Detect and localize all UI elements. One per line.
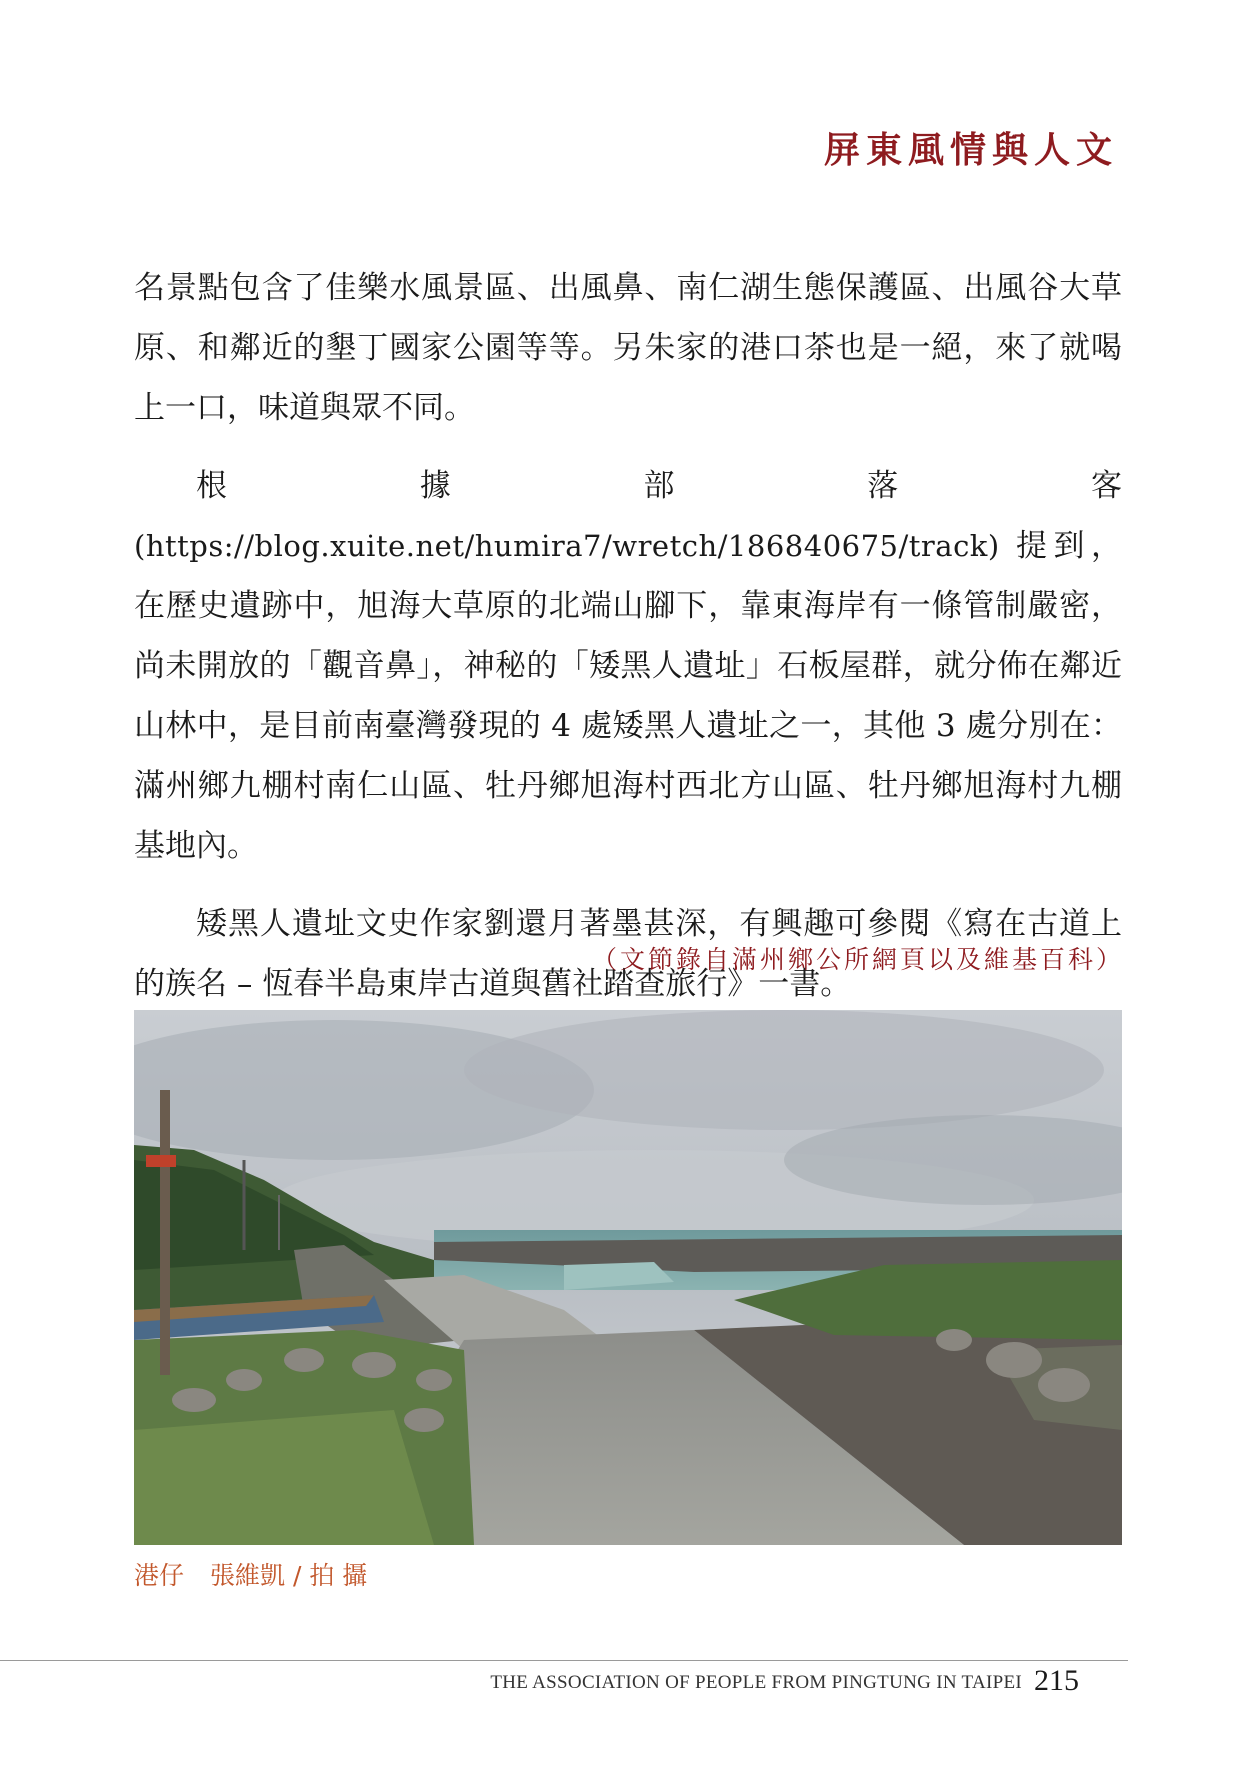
caption-credit: 張維凱 / 拍 攝 <box>210 1561 368 1590</box>
harbor-photo <box>134 1010 1122 1545</box>
paragraph-2-rest: 提到，在歷史遺跡中，旭海大草原的北端山腳下，靠東海岸有一條管制嚴密，尚未開放的「觀音鼻」，神秘的「矮黑人遺址」石板屋群，就分佈在鄰近山林中，是目前南臺灣發現的 4 處矮黑人遺址之一，其他 3 處分別在：滿州鄉九棚村南仁山區、牡丹鄉旭海村西北方山區、牡丹鄉旭海村九棚基地內。 <box>134 528 1123 864</box>
blog-url: (https://blog.xuite.net/humira7/wretch/186840675/track) <box>134 529 1000 563</box>
article-body <box>134 258 1122 1032</box>
paragraph-3: 矮黑人遺址文史作家劉還月著墨甚深，有興趣可參閱《寫在古道上的族名 – 恆春半島東岸古道與舊社踏查旅行》一書。 <box>134 906 1122 1002</box>
caption-place: 港仔 <box>134 1561 185 1590</box>
footer-rule <box>0 1660 1128 1661</box>
paragraph-1: 名景點包含了佳樂水風景區、出風鼻、南仁湖生態保護區、出風谷大草原、和鄰近的墾丁國家公園等等。另朱家的港口茶也是一絕，來了就喝上一口，味道與眾不同。 <box>134 270 1122 426</box>
running-header-title: 屏東風情與人文 <box>823 129 1118 171</box>
footer-association: THE ASSOCIATION OF PEOPLE FROM PINGTUNG IN TAIPEI <box>490 1672 1022 1693</box>
page-number: 215 <box>1034 1664 1079 1697</box>
source-note: （文節錄自滿州鄉公所網頁以及維基百科） <box>591 945 1124 974</box>
paragraph-2 <box>134 456 1122 876</box>
photo-caption <box>134 1556 367 1592</box>
paragraph-2-lead: 根 據 部 落 客 <box>196 468 1122 504</box>
